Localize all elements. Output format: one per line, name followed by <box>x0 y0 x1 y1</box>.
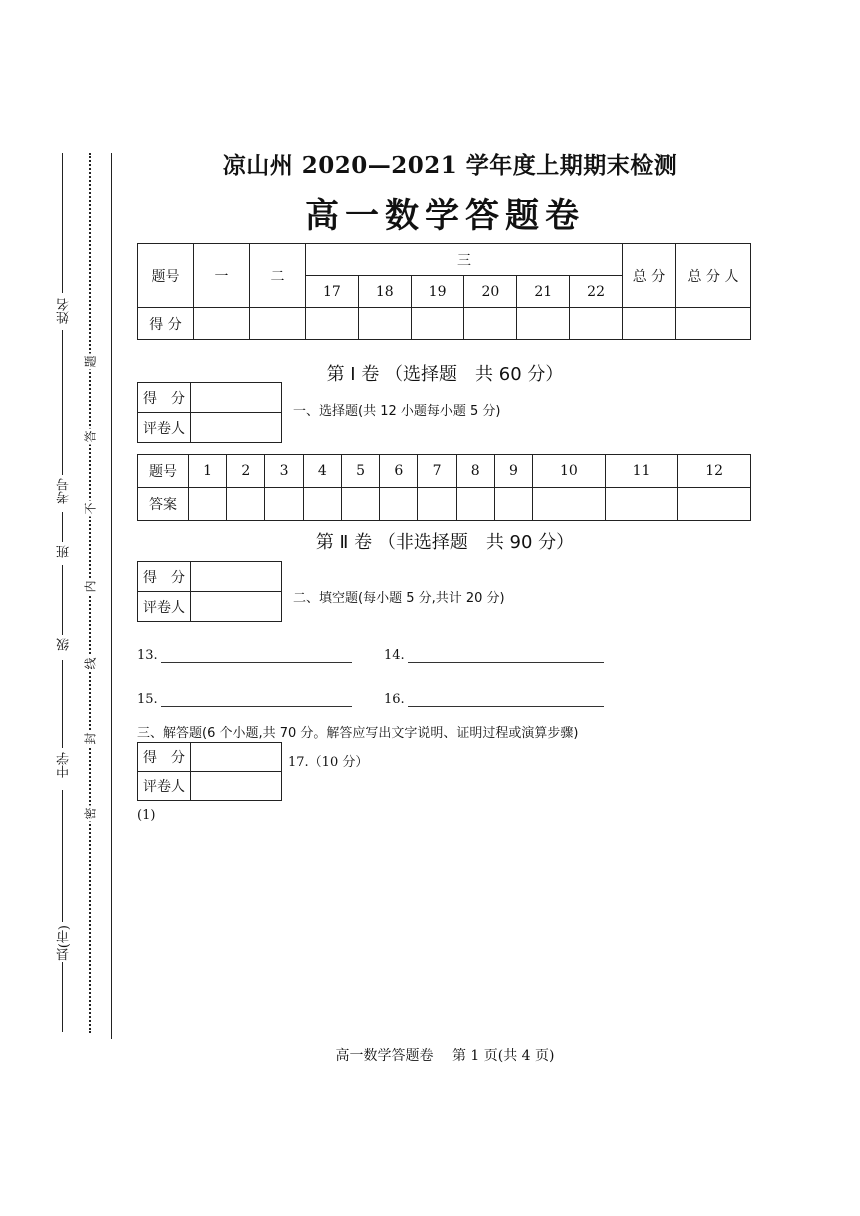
choice-number: 11 <box>605 455 678 488</box>
blank-15-label: 15. <box>137 692 158 707</box>
field-grade: 级 <box>57 638 72 651</box>
choice-number: 9 <box>494 455 532 488</box>
grader-score-label: 得 分 <box>138 562 191 592</box>
choice-number: 6 <box>380 455 418 488</box>
grade-line <box>62 565 63 635</box>
choice-head-label: 题号 <box>138 455 189 488</box>
exam-title: 凉山州 2020—2021 学年度上期期末检测 <box>222 152 678 179</box>
field-name: 姓名 <box>57 298 72 324</box>
choice-number: 7 <box>418 455 456 488</box>
grader-name-cell[interactable] <box>191 592 282 622</box>
score-cell[interactable] <box>411 308 464 340</box>
seal-char-xian: 线 <box>83 657 98 670</box>
paper-title: 高一数学答题卷 <box>305 196 585 236</box>
choice-number: 3 <box>265 455 303 488</box>
blank-13-line[interactable] <box>161 662 352 663</box>
grader-score-cell[interactable] <box>191 562 282 592</box>
grader-name-label: 评卷人 <box>138 772 191 801</box>
choice-number: 12 <box>678 455 751 488</box>
score-cell[interactable] <box>464 308 517 340</box>
score-cell[interactable] <box>250 308 306 340</box>
choice-answer-label: 答案 <box>138 488 189 521</box>
part1-section-label: 一、选择题(共 12 小题每小题 5 分) <box>293 404 501 419</box>
choice-answer-cell[interactable] <box>303 488 341 521</box>
field-school: 中学 <box>57 752 72 778</box>
grader-score-cell[interactable] <box>191 743 282 772</box>
choice-number: 8 <box>456 455 494 488</box>
school-line <box>62 660 63 748</box>
score-cell[interactable] <box>306 308 359 340</box>
score-table-q-header: 题号 <box>138 244 194 308</box>
grader-name-label: 评卷人 <box>138 592 191 622</box>
field-class: 班 <box>57 545 72 558</box>
county-line-lower <box>62 962 63 1032</box>
fill-section-label: 二、填空题(每小题 5 分,共计 20 分) <box>293 591 505 606</box>
q17-answer-area[interactable] <box>137 830 751 1030</box>
choice-answer-cell[interactable] <box>341 488 379 521</box>
score-cell[interactable] <box>623 308 676 340</box>
score-cell[interactable] <box>676 308 751 340</box>
score-table-total: 总 分 <box>623 244 676 308</box>
score-table-q20: 20 <box>464 276 517 308</box>
q17-label: 17.（10 分） <box>288 755 369 770</box>
seal-char-da: 答 <box>83 430 98 443</box>
blank-16-line[interactable] <box>408 706 604 707</box>
grader-name-cell[interactable] <box>191 413 282 443</box>
choice-answer-cell[interactable] <box>418 488 456 521</box>
choice-answer-cell[interactable] <box>456 488 494 521</box>
part1-title: 第 Ⅰ 卷 （选择题 共 60 分） <box>326 364 564 385</box>
score-cell[interactable] <box>358 308 411 340</box>
county-line <box>62 790 63 922</box>
choice-answer-cell[interactable] <box>494 488 532 521</box>
grader-name-cell[interactable] <box>191 772 282 801</box>
blank-13-label: 13. <box>137 648 158 663</box>
part2-title: 第 Ⅱ 卷 （非选择题 共 90 分） <box>315 532 575 553</box>
score-cell[interactable] <box>517 308 570 340</box>
choice-number: 2 <box>227 455 265 488</box>
grader-name-label: 评卷人 <box>138 413 191 443</box>
choice-answer-cell[interactable] <box>533 488 606 521</box>
choice-answer-cell[interactable] <box>265 488 303 521</box>
score-table-q19: 19 <box>411 276 464 308</box>
part1-grader-box <box>137 382 282 443</box>
score-table-q22: 22 <box>570 276 623 308</box>
blank-14-label: 14. <box>384 648 405 663</box>
score-table-q21: 21 <box>517 276 570 308</box>
choice-answer-table <box>137 454 751 521</box>
choice-answer-cell[interactable] <box>605 488 678 521</box>
choice-answer-cell[interactable] <box>189 488 227 521</box>
score-table-col-three: 三 <box>306 244 623 276</box>
choice-number: 1 <box>189 455 227 488</box>
seal-char-bu: 不 <box>83 502 98 515</box>
q17-part1-label: (1) <box>137 808 156 823</box>
score-table-col-two: 二 <box>250 244 306 308</box>
score-table-q18: 18 <box>358 276 411 308</box>
score-table-scorer: 总 分 人 <box>676 244 751 308</box>
seal-char-nei: 内 <box>83 580 98 593</box>
score-table-col-one: 一 <box>194 244 250 308</box>
blank-16-label: 16. <box>384 692 405 707</box>
field-county: 县(市) <box>57 925 72 962</box>
page-footer: 高一数学答题卷 第 1 页(共 4 页) <box>335 1048 555 1064</box>
exam-number-line <box>62 330 63 475</box>
grader-score-label: 得 分 <box>138 743 191 772</box>
choice-answer-cell[interactable] <box>678 488 751 521</box>
seal-char-ti: 题 <box>83 355 98 368</box>
choice-answer-cell[interactable] <box>380 488 418 521</box>
choice-number: 10 <box>533 455 606 488</box>
part2-grader-box <box>137 561 282 622</box>
choice-number: 5 <box>341 455 379 488</box>
score-row-label: 得 分 <box>138 308 194 340</box>
field-exam-number: 考号 <box>57 478 72 504</box>
choice-number: 4 <box>303 455 341 488</box>
margin-border-line <box>111 153 112 1039</box>
score-cell[interactable] <box>194 308 250 340</box>
score-table <box>137 243 751 340</box>
choice-answer-cell[interactable] <box>227 488 265 521</box>
score-cell[interactable] <box>570 308 623 340</box>
seal-char-mi: 密 <box>83 807 98 820</box>
grader-score-cell[interactable] <box>191 383 282 413</box>
seal-char-feng: 封 <box>83 732 98 745</box>
grader-score-label: 得 分 <box>138 383 191 413</box>
score-table-q17: 17 <box>306 276 359 308</box>
blank-15-line[interactable] <box>161 706 352 707</box>
blank-14-line[interactable] <box>408 662 604 663</box>
q17-grader-box <box>137 742 282 801</box>
solve-section-label: 三、解答题(6 个小题,共 70 分。解答应写出文字说明、证明过程或演算步骤) <box>137 726 579 741</box>
